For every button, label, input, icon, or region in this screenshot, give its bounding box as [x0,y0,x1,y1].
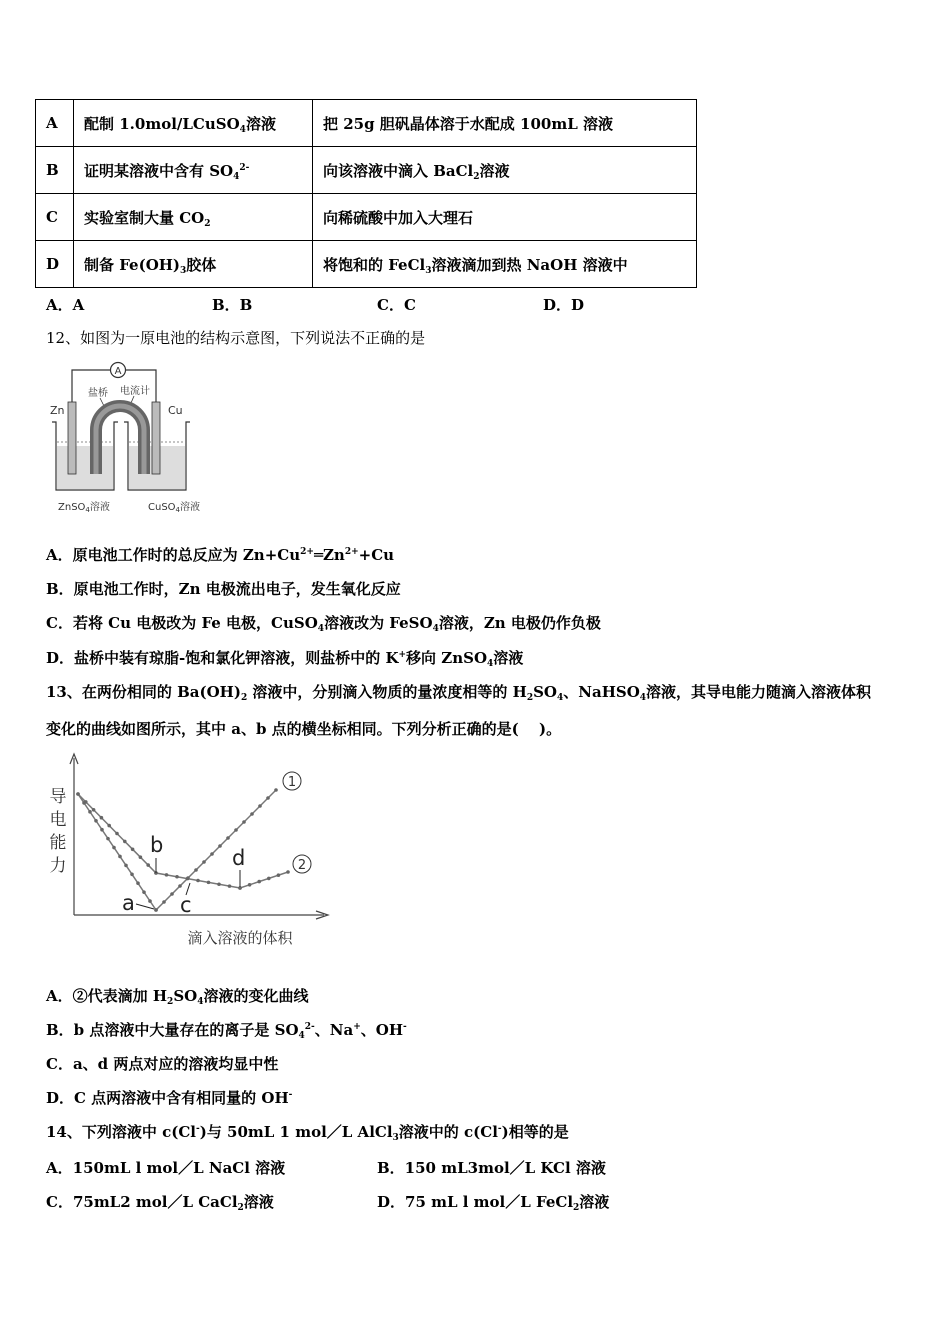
q12-option-a: A．原电池工作时的总反应为 $Zn+Cu^{2+}═Zn^{2+}+Cu$ [46,546,395,564]
curve-2-point [107,824,111,828]
row-purpose: 制备 $Fe(OH)_3$胶体 [74,241,313,288]
q14-option-c: C．75mL2 mol／L CaCl$_2$溶液 [46,1193,274,1213]
curve-1-point [100,828,104,832]
curve-2-point [286,870,290,874]
curve-1-point [274,788,278,792]
q14-option-d: D．75 mL l mol／L FeCl$_2$溶液 [377,1193,610,1213]
row-key: C [36,194,74,241]
q12-option-c: C．若将 Cu 电极改为 Fe 电极，CuSO$_4$溶液改为 FeSO$_4$溶液，Zn 电极仍作负极 [46,614,601,634]
row-method: 向稀硫酸中加入大理石 [313,194,697,241]
curve-2-point [277,873,281,877]
curve-2-point [196,879,200,883]
point-a-label: a [122,891,135,915]
q11-choice-d: D．D [543,296,585,314]
ylabel-char: 能 [49,833,67,853]
point-d-label: d [232,846,246,870]
curve-2-point [100,816,104,820]
q13-stem-line1: 13、在两份相同的 $Ba(OH)_2$ 溶液中，分别滴入物质的量浓度相等的 $H_2SO_4$、NaHSO$_4$溶液，其导电能力随滴入溶液体积 [46,683,872,703]
row-key: B [36,147,74,194]
curve-1-line [78,790,276,910]
curve-1-point [170,892,174,896]
curve-2-point [248,883,252,887]
curve-1-point [258,804,262,808]
curve-1-point [130,873,134,877]
curve-2-point [123,840,127,844]
point-b-label: b [150,833,164,857]
row-purpose: 配制 1.0mol/LCuSO$_4$溶液 [74,100,313,147]
curve-1-point [202,860,206,864]
curve-2-point [217,882,221,886]
q12-option-b: B．原电池工作时，Zn 电极流出电子，发生氧化反应 [46,580,401,598]
curve-2-point [92,808,96,812]
q13-option-a: A．②代表滴加 $H_2SO_4$溶液的变化曲线 [46,987,309,1007]
x-axis-label: 滴入溶液的体积 [187,929,293,947]
cu-electrode [152,402,160,474]
cuso4-label: CuSO$_4$溶液 [148,502,201,514]
curve-1-point [124,864,128,868]
curve-2-point [175,875,179,879]
curve-1-point [106,837,110,841]
row-method: 将饱和的 FeCl$_3$溶液滴加到热 NaOH 溶液中 [313,241,697,288]
q13-option-b: B．b 点溶液中大量存在的离子是 $SO_4^{2-}$、Na+、OH- [46,1021,407,1041]
conductivity-chart [44,752,334,952]
curve-2-point [207,881,211,885]
znso4-label: ZnSO$_4$溶液 [58,502,110,514]
galvanic-cell-diagram [44,358,224,520]
curve-1-point [178,884,182,888]
table-row [36,194,697,241]
curve-1-point [136,881,140,885]
ammeter-label: A [114,366,122,377]
curve-2-point [257,880,261,884]
q11-choice-a: A．A [46,296,85,314]
curve-1-point [94,819,98,823]
q11-choice-b: B．B [212,296,253,314]
curve-1-point [242,820,246,824]
curve-1-point [142,890,146,894]
q12-option-d: D．盐桥中装有琼脂-饱和氯化钾溶液，则盐桥中的 K+移向 ZnSO$_4$溶液 [46,649,524,669]
row-method: 向该溶液中滴入 BaCl$_2$溶液 [313,147,697,194]
ylabel-char: 电 [49,810,67,830]
row-key: A [36,100,74,147]
ylabel-char: 力 [49,856,67,876]
q11-choice-c: C．C [377,296,416,314]
q13-stem-line2: 变化的曲线如图所示，其中 a、b 点的横坐标相同。下列分析正确的是( )。 [46,720,562,738]
table-row [36,100,697,147]
curve-2-point [165,873,169,877]
zn-electrode [68,402,76,474]
point-c-label: c [180,893,192,917]
row-method: 把 25g 胆矾晶体溶于水配成 100mL 溶液 [313,100,697,147]
curve-1-point [210,852,214,856]
row-key: D [36,241,74,288]
curve-1-point [154,908,158,912]
q12-stem: 12、如图为一原电池的结构示意图，下列说法不正确的是 [46,329,426,347]
cu-label: Cu [168,404,183,417]
curve-1-point [266,796,270,800]
table-row [36,241,697,288]
row-purpose: 证明某溶液中含有 $SO_4^{2-}$ [74,147,313,194]
curve-2-point [228,884,232,888]
curve-1-point [234,828,238,832]
curve-1-point [218,844,222,848]
curve-2-label: 2 [297,858,307,873]
curve-2-point [267,877,271,881]
curve-2-point [146,863,150,867]
curve-2-point [115,832,119,836]
curve-2-point [84,800,88,804]
q14-option-a: A．150mL l mol／L NaCl 溶液 [46,1159,286,1177]
curve-1-point [250,812,254,816]
curve-1-point [162,900,166,904]
galvanometer-label: 电流计 [120,386,150,397]
curve-2-point [76,792,80,796]
curve-2-point [139,855,143,859]
options-table [35,99,697,288]
table-row [36,147,697,194]
curve-1-point [112,846,116,850]
q13-option-d: D．C 点两溶液中含有相同量的 OH- [46,1089,293,1107]
ylabel-char: 导 [49,787,67,807]
curve-1-point [148,899,152,903]
salt-bridge-label: 盐桥 [88,388,108,399]
curve-1-point [226,836,230,840]
curve-1-point [88,810,92,814]
q13-option-c: C．a、d 两点对应的溶液均显中性 [46,1055,279,1073]
row-purpose: 实验室制大量 $CO_2$ [74,194,313,241]
curve-1-label: 1 [287,775,297,790]
curve-2-point [131,848,135,852]
curve-1-point [118,855,122,859]
curve-1-point [194,868,198,872]
q14-option-b: B．150 mL3mol／L KCl 溶液 [377,1159,606,1177]
curve-2-point [186,877,190,881]
zn-label: Zn [50,404,65,417]
q14-stem: 14、下列溶液中 c(Cl-)与 50mL 1 mol／L AlCl$_3$溶液中的 c(Cl-)相等的是 [46,1123,569,1143]
